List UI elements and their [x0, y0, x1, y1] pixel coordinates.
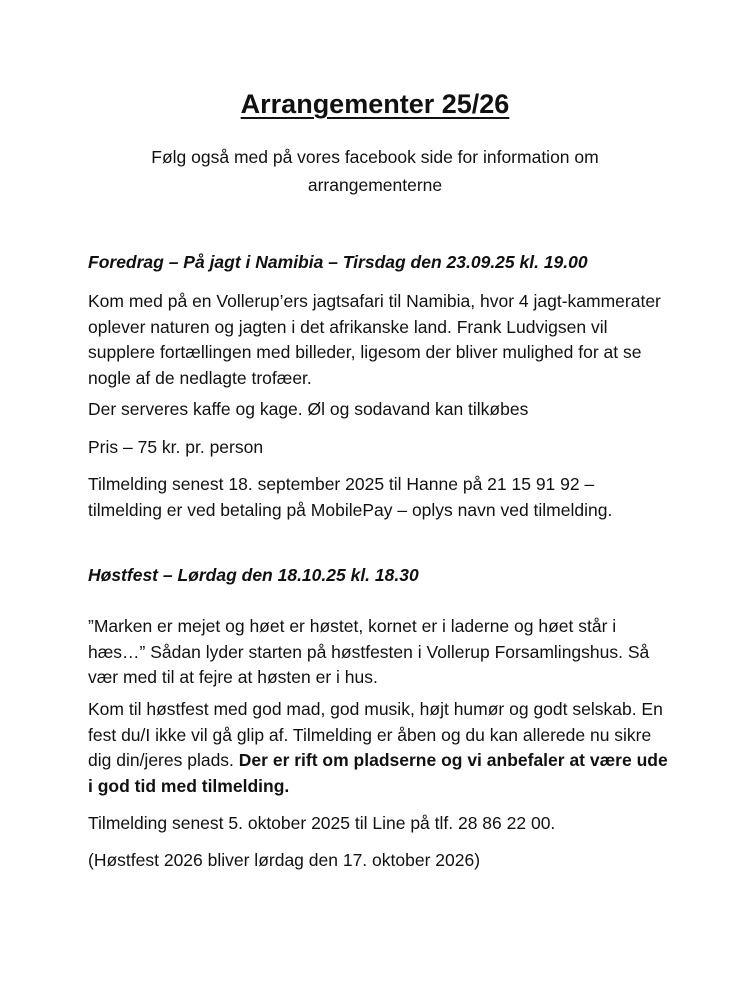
event-description-hostfest [88, 614, 668, 691]
event-registration-hostfest [88, 811, 668, 837]
event-paragraph: Tilmelding senest 5. oktober 2025 til Line på tlf. 28 86 22 00. [88, 813, 556, 833]
event-description-foredrag [88, 289, 668, 391]
event-price [88, 435, 668, 461]
event-heading: Høstfest – Lørdag den 18.10.25 kl. 18.30 [88, 565, 419, 585]
event-paragraph: ”Marken er mejet og høet er høstet, kornet er i laderne og høet står i hæs…” Sådan lyder starten på høstfesten i Vollerup Forsamlingshus. Så vær med til at fejre at høsten er i hus. [88, 616, 650, 687]
event-paragraph: Kom med på en Vollerup’ers jagtsafari til Namibia, hvor 4 jagt-kammerater oplever naturen og jagten i det afrikanske land. Frank Ludvigsen vil supplere fortællingen med billeder, ligesom der bliver mulighed for at se nogle af de nedlagte trofæer. [88, 291, 661, 388]
page-title [0, 86, 750, 122]
event-paragraph: Tilmelding senest 18. september 2025 til Hanne på 21 15 91 92 – tilmelding er ved betaling på MobilePay – oplys navn ved tilmelding. [88, 474, 613, 520]
event-paragraph-text: Kom til høstfest med god mad, god musik, højt humør og godt selskab. En fest du/I ikke vil gå glip af. Tilmelding er åben og du kan allerede nu sikre dig din/jeres plads. [88, 699, 663, 770]
event-paragraph [88, 697, 668, 799]
page-title-text: Arrangementer 25/26 [240, 89, 510, 119]
event-refreshments [88, 397, 668, 423]
event-invitation [88, 697, 668, 799]
event-emphasis: Der er rift om pladserne og vi anbefaler at være ude i god tid med tilmelding. [88, 750, 668, 796]
event-paragraph: Pris – 75 kr. pr. person [88, 437, 264, 457]
event-registration [88, 472, 668, 523]
event-paragraph: (Høstfest 2026 bliver lørdag den 17. oktober 2026) [88, 850, 481, 870]
event-heading-hostfest [88, 563, 668, 589]
event-heading-foredrag [88, 250, 668, 276]
event-heading: Foredrag – På jagt i Namibia – Tirsdag den 23.09.25 kl. 19.00 [88, 252, 588, 272]
event-paragraph: Der serveres kaffe og kage. Øl og sodavand kan tilkøbes [88, 399, 529, 419]
event-note [88, 848, 668, 874]
page-subtitle: Følg også med på vores facebook side for information om arrangementerne [151, 147, 599, 195]
